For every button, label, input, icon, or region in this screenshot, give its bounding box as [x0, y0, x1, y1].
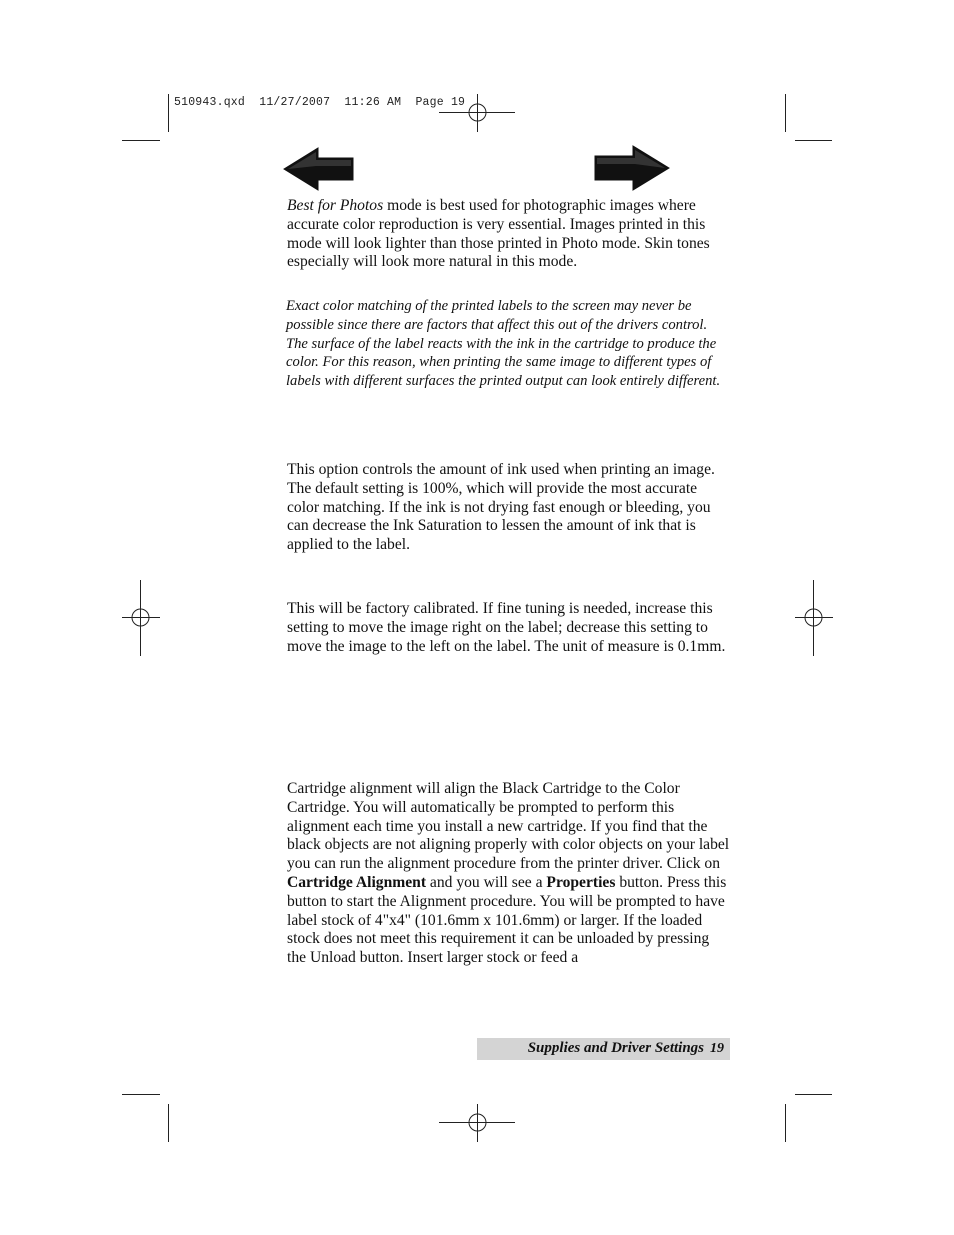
best-for-photos-text: mode is best used for photographic images where accurate color reproduction is very essential. Images printed in this mode will look lighter than those printed in Photo mode. Skin tones especially will look more natural in this mode. — [287, 197, 710, 271]
crop-mark — [168, 94, 169, 132]
left-arrow-icon[interactable] — [282, 146, 356, 192]
offset-paragraph: This will be factory calibrated. If fine tuning is needed, increase this setting to move the image right on the label; decrease this setting to move the image to the left on the label. The unit of measure is 0.1mm. — [287, 600, 726, 655]
color-matching-note: Exact color matching of the printed labels to the screen may never be possible since there are factors that affect this out of the drivers control. The surface of the label reacts with the ink in the cartridge to produce the color. For this reason, when printing the same image to different types of labels with different surfaces the printed output can look entirely different. — [286, 298, 721, 390]
alignment-text-3: button. Press this button to start the Alignment procedure. You will be prompted to have label stock of 4"x4" (101.6mm x 101.6mm) or larger. If the loaded stock does not meet this requirement it can be unloaded by pressing the Unload button. Insert larger stock or feed a — [287, 873, 727, 967]
crop-mark — [785, 1104, 786, 1142]
registration-mark-bottom — [439, 1104, 515, 1142]
crop-mark — [795, 1094, 832, 1095]
alignment-text-2: and you will see a — [426, 873, 547, 891]
properties-term: Properties — [546, 873, 616, 891]
registration-mark-right — [795, 580, 833, 656]
alignment-text-1: Cartridge alignment will align the Black Cartridge to the Color Cartridge. You will automatically be prompted to perform this alignment each time you install a new cartridge. If you find that the black objects are not aligning properly with color objects on your label you can run the alignment procedure from the printer driver. Click on — [287, 780, 730, 873]
ink-saturation-paragraph: This option controls the amount of ink used when printing an image. The default setting is 100%, which will provide the most accurate color matching. If the ink is not drying fast enough or bleeding, you can decrease the Ink Saturation to lessen the amount of ink that is applied to the label. — [287, 461, 715, 554]
footer-section-title: Supplies and Driver Settings — [527, 1040, 704, 1056]
best-for-photos-paragraph — [287, 197, 732, 272]
right-arrow-icon[interactable] — [593, 144, 671, 192]
crop-mark — [785, 94, 786, 132]
page-number: 19 — [710, 1041, 724, 1056]
crop-mark — [168, 1104, 169, 1142]
crop-mark — [795, 140, 832, 141]
crop-mark — [122, 1094, 160, 1095]
page-footer — [477, 1038, 730, 1060]
cartridge-alignment-term: Cartridge Alignment — [287, 873, 427, 891]
best-for-photos-term: Best for Photos — [287, 197, 384, 214]
registration-mark-left — [122, 580, 160, 656]
cartridge-alignment-paragraph — [287, 780, 732, 968]
file-slug: 510943.qxd 11/27/2007 11:26 AM Page 19 — [174, 96, 466, 109]
crop-mark — [122, 140, 160, 141]
